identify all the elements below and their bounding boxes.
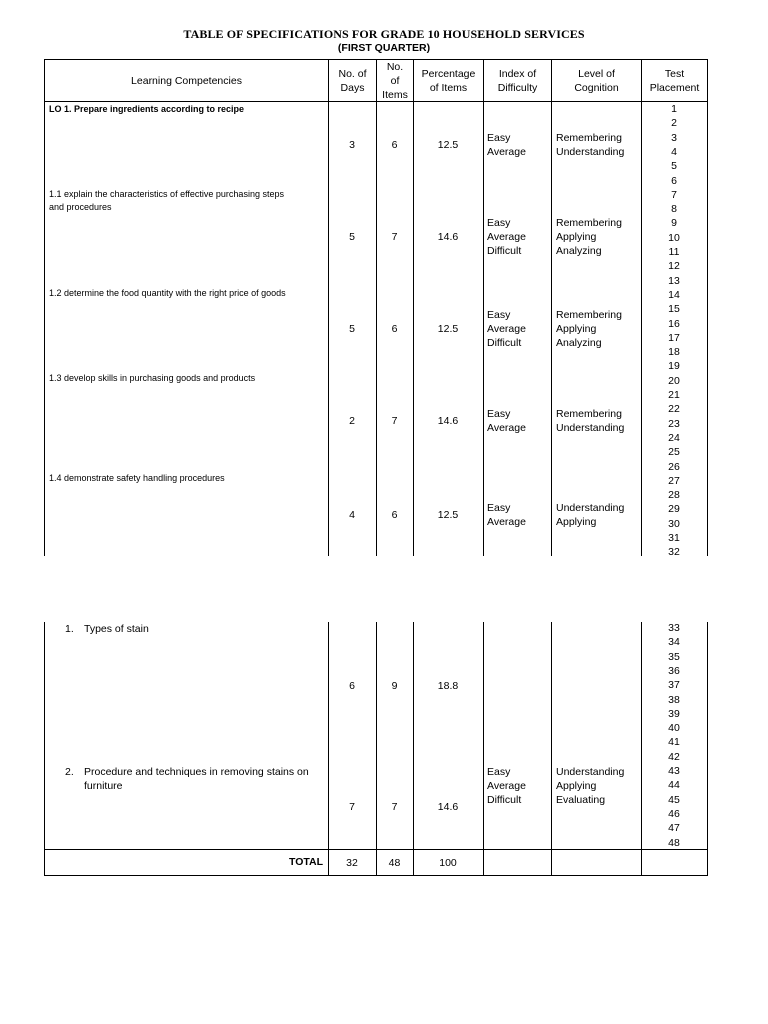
percent-cell: 14.6 xyxy=(437,231,459,243)
test-placement-number: 45 xyxy=(668,793,680,806)
items-cell: 9 xyxy=(391,680,398,692)
items-cell: 7 xyxy=(391,231,398,243)
competency-label: 1.2 determine the food quantity with the right price of goods xyxy=(49,288,286,298)
test-placement-number: 33 xyxy=(668,622,680,634)
test-placement-number: 30 xyxy=(668,517,680,530)
competency-label: 1.4 demonstrate safety handling procedures xyxy=(49,473,225,483)
test-placement-number: 7 xyxy=(671,188,677,201)
test-placement-number: 16 xyxy=(668,317,680,330)
test-placement-number: 40 xyxy=(668,722,680,735)
test-placement-number: 15 xyxy=(668,303,680,316)
test-placement-number: 22 xyxy=(668,403,680,416)
cognition-cell: Understanding Applying Evaluating xyxy=(556,766,625,806)
items-cell: 7 xyxy=(391,415,398,427)
test-placement-number: 12 xyxy=(668,260,680,273)
test-placement-number: 24 xyxy=(668,431,680,444)
test-placement-number: 26 xyxy=(668,460,680,473)
percent-cell: 14.6 xyxy=(437,801,459,813)
test-placement-number: 2 xyxy=(671,117,677,130)
test-placement-number: 28 xyxy=(668,489,680,502)
header-level-of-cognition: Level of Cognition xyxy=(574,67,619,94)
percent-cell: 12.5 xyxy=(437,509,459,521)
competency-label: Procedure and techniques in removing stains on furniture xyxy=(84,766,309,792)
percent-cell: 18.8 xyxy=(437,680,459,692)
difficulty-cell: Easy Average xyxy=(487,132,526,158)
test-placement-number: 14 xyxy=(668,288,680,301)
total-percent: 100 xyxy=(439,857,457,869)
test-placement-number: 4 xyxy=(671,145,677,158)
test-placement-number: 3 xyxy=(671,131,677,144)
total-days: 32 xyxy=(346,857,358,869)
test-placement-number: 42 xyxy=(668,750,680,763)
test-placement-number: 43 xyxy=(668,765,680,777)
test-placement-number: 17 xyxy=(668,331,680,344)
test-placement-number: 47 xyxy=(668,822,680,835)
days-cell: 3 xyxy=(349,139,355,151)
test-placement-number: 39 xyxy=(668,707,680,720)
difficulty-cell: Easy Average Difficult xyxy=(487,309,526,349)
header-no-of-days: No. of Days xyxy=(338,67,367,94)
cognition-cell: Remembering Understanding xyxy=(556,408,625,434)
test-placement-number: 41 xyxy=(668,736,680,749)
test-placement-number: 9 xyxy=(671,217,677,230)
test-placement-number: 13 xyxy=(668,274,680,287)
header-index-of-difficulty: Index of Difficulty xyxy=(497,67,538,94)
total-items: 48 xyxy=(388,857,401,869)
document-subtitle: (FIRST QUARTER) xyxy=(337,42,431,54)
days-cell: 5 xyxy=(349,231,355,243)
difficulty-cell: Easy Average Difficult xyxy=(487,217,526,257)
competency-label: 1.1 explain the characteristics of effective purchasing steps and procedures xyxy=(49,189,284,212)
percent-cell: 14.6 xyxy=(437,415,459,427)
test-placement-number: 34 xyxy=(668,636,680,649)
test-placement-number: 25 xyxy=(668,446,680,459)
items-cell: 7 xyxy=(391,801,398,813)
cognition-cell: Remembering Understanding xyxy=(556,132,625,158)
test-placement-number: 37 xyxy=(668,679,680,692)
test-placement-number: 35 xyxy=(668,650,680,663)
header-test-placement: Test Placement xyxy=(649,67,700,94)
days-cell: 4 xyxy=(349,509,355,521)
test-placement-number: 20 xyxy=(668,374,680,387)
difficulty-cell: Easy Average Difficult xyxy=(487,766,526,806)
test-placement-number: 27 xyxy=(668,474,680,487)
test-placement-number: 5 xyxy=(671,160,677,173)
total-label: TOTAL xyxy=(288,856,323,868)
competency-number: 1. xyxy=(65,623,74,635)
lo-title: LO 1. Prepare ingredients according to recipe xyxy=(49,104,245,114)
test-placement-number: 8 xyxy=(671,203,677,216)
test-placement-number: 10 xyxy=(668,231,680,244)
difficulty-cell: Easy Average xyxy=(487,502,526,528)
competency-label: Types of stain xyxy=(84,623,149,635)
test-placement-number: 11 xyxy=(668,246,680,258)
test-placement-number: 46 xyxy=(668,807,680,820)
test-placement-number: 21 xyxy=(668,389,680,401)
cognition-cell: Remembering Applying Analyzing xyxy=(556,217,622,257)
items-cell: 6 xyxy=(391,139,398,151)
items-cell: 6 xyxy=(391,509,398,521)
test-placement-number: 48 xyxy=(668,836,680,849)
test-placement-number: 31 xyxy=(668,532,680,544)
test-placement-number: 23 xyxy=(668,417,680,430)
header-learning-competencies: Learning Competencies xyxy=(131,74,242,87)
test-placement-number: 32 xyxy=(668,546,680,559)
test-placement-number: 38 xyxy=(668,693,680,706)
cognition-cell: Remembering Applying Analyzing xyxy=(556,309,622,349)
test-placement-number: 6 xyxy=(671,174,677,187)
cognition-cell: Understanding Applying xyxy=(556,502,625,528)
test-placement-number: 1 xyxy=(671,103,677,115)
header-percentage-of-items: Percentage of Items xyxy=(421,67,476,94)
test-placement-number: 29 xyxy=(668,503,680,516)
days-cell: 6 xyxy=(349,680,355,692)
header-no-of-items: No. of Items xyxy=(382,60,408,101)
percent-cell: 12.5 xyxy=(437,139,459,151)
test-placement-number: 44 xyxy=(668,779,680,792)
difficulty-cell: Easy Average xyxy=(487,408,526,434)
days-cell: 2 xyxy=(349,415,355,427)
competency-number: 2. xyxy=(65,766,74,778)
items-cell: 6 xyxy=(391,323,398,335)
test-placement-number: 19 xyxy=(668,360,680,373)
competency-label: 1.3 develop skills in purchasing goods and products xyxy=(49,373,256,383)
percent-cell: 12.5 xyxy=(437,323,459,335)
days-cell: 5 xyxy=(349,323,355,335)
days-cell: 7 xyxy=(349,801,355,813)
test-placement-number: 36 xyxy=(668,664,680,677)
document-title: TABLE OF SPECIFICATIONS FOR GRADE 10 HOUSEHOLD SERVICES xyxy=(183,27,585,41)
test-placement-number: 18 xyxy=(668,346,680,359)
